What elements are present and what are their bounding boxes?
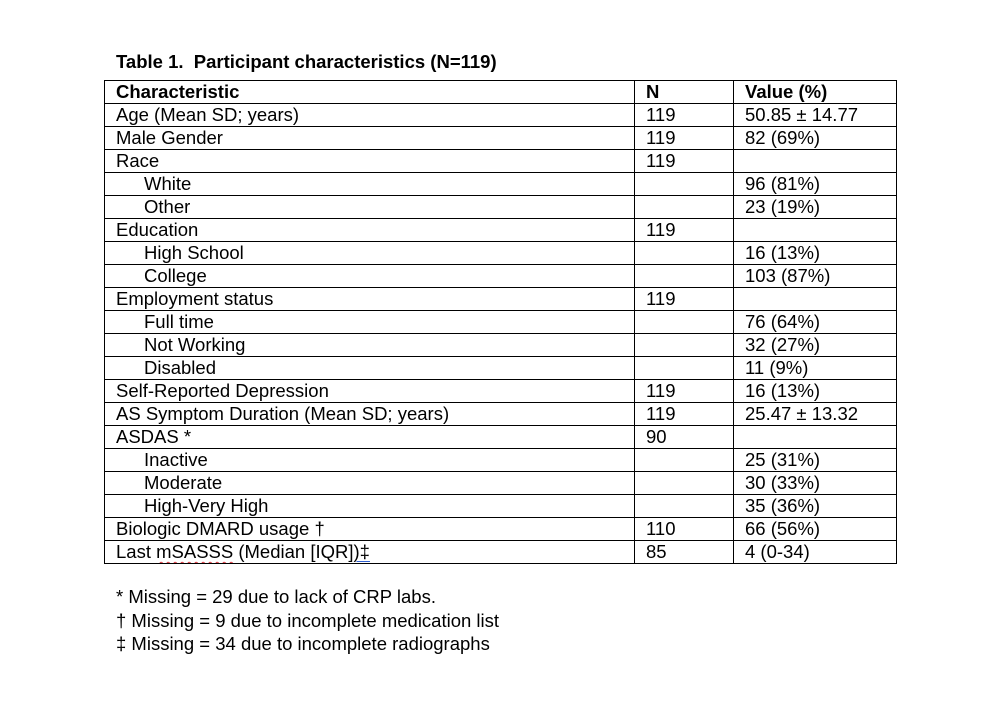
row-characteristic: Education [105, 219, 635, 242]
table-row [105, 495, 897, 518]
row-n: 119 [635, 127, 734, 150]
row-value: 103 (87%) [734, 265, 897, 288]
row-value: 25.47 ± 13.32 [734, 403, 897, 426]
row-n [635, 265, 734, 288]
footnote-double-dagger: ‡ Missing = 34 due to incomplete radiographs [116, 633, 490, 654]
row-value: 32 (27%) [734, 334, 897, 357]
row-n [635, 495, 734, 518]
table-row [105, 449, 897, 472]
table-row [105, 104, 897, 127]
row-characteristic [105, 541, 635, 564]
grammar-flagged-text[interactable]: ])‡ [348, 541, 370, 562]
table-row [105, 127, 897, 150]
row-n: 119 [635, 403, 734, 426]
row-value [734, 426, 897, 449]
row-value [734, 150, 897, 173]
row-n: 119 [635, 380, 734, 403]
row-value: 16 (13%) [734, 380, 897, 403]
table-row [105, 380, 897, 403]
row-value: 30 (33%) [734, 472, 897, 495]
table-row [105, 472, 897, 495]
header-n: N [635, 81, 734, 104]
row-characteristic: Self-Reported Depression [105, 380, 635, 403]
row-value: 11 (9%) [734, 357, 897, 380]
row-characteristic: White [105, 173, 635, 196]
row-value: 23 (19%) [734, 196, 897, 219]
table-row [105, 173, 897, 196]
table-row [105, 403, 897, 426]
table-row [105, 196, 897, 219]
row-characteristic: Disabled [105, 357, 635, 380]
row-value: 35 (36%) [734, 495, 897, 518]
row-characteristic: College [105, 265, 635, 288]
row-characteristic: Other [105, 196, 635, 219]
row-value: 96 (81%) [734, 173, 897, 196]
row-characteristic: High School [105, 242, 635, 265]
row-characteristic: Employment status [105, 288, 635, 311]
row-value: 76 (64%) [734, 311, 897, 334]
table-row [105, 541, 897, 564]
row-n [635, 334, 734, 357]
table-row [105, 311, 897, 334]
row-n [635, 196, 734, 219]
row-n: 119 [635, 288, 734, 311]
header-value: Value (%) [734, 81, 897, 104]
participant-characteristics-table [104, 80, 897, 564]
row-n [635, 449, 734, 472]
table-row [105, 242, 897, 265]
table-row [105, 265, 897, 288]
spellcheck-flagged-word[interactable]: mSASSS [156, 541, 234, 562]
row-value: 50.85 ± 14.77 [734, 104, 897, 127]
last-row-middle: (Median [IQR [233, 541, 349, 562]
row-characteristic: Inactive [105, 449, 635, 472]
table-row [105, 357, 897, 380]
footnote-dagger: † Missing = 9 due to incomplete medication list [116, 609, 500, 631]
row-characteristic: Race [105, 150, 635, 173]
row-n: 85 [635, 541, 734, 564]
row-characteristic: AS Symptom Duration (Mean SD; years) [105, 403, 635, 426]
row-n [635, 472, 734, 495]
row-characteristic: ASDAS * [105, 426, 635, 449]
row-characteristic: Biologic DMARD usage † [105, 518, 635, 541]
row-characteristic: High-Very High [105, 495, 635, 518]
table-footnotes [116, 585, 499, 656]
row-characteristic: Age (Mean SD; years) [105, 104, 635, 127]
row-value: 4 (0-34) [734, 541, 897, 564]
table-row [105, 150, 897, 173]
row-n [635, 357, 734, 380]
row-n [635, 311, 734, 334]
table-row [105, 219, 897, 242]
row-value [734, 219, 897, 242]
row-n: 119 [635, 150, 734, 173]
row-n: 119 [635, 219, 734, 242]
row-n: 119 [635, 104, 734, 127]
row-characteristic: Full time [105, 311, 635, 334]
table-row [105, 426, 897, 449]
row-n [635, 242, 734, 265]
row-n [635, 173, 734, 196]
row-value: 82 (69%) [734, 127, 897, 150]
table-row [105, 518, 897, 541]
footnote-asterisk: * Missing = 29 due to lack of CRP labs. [116, 586, 436, 607]
header-characteristic: Characteristic [105, 81, 635, 104]
table-row [105, 288, 897, 311]
row-characteristic: Moderate [105, 472, 635, 495]
row-n: 90 [635, 426, 734, 449]
row-value [734, 288, 897, 311]
row-value: 25 (31%) [734, 449, 897, 472]
row-value: 66 (56%) [734, 518, 897, 541]
table-row [105, 334, 897, 357]
row-n: 110 [635, 518, 734, 541]
row-value: 16 (13%) [734, 242, 897, 265]
table-header-row [105, 81, 897, 104]
last-row-prefix: Last [116, 541, 157, 562]
row-characteristic: Male Gender [105, 127, 635, 150]
table-caption: Table 1. Participant characteristics (N=119) [116, 51, 497, 72]
row-characteristic: Not Working [105, 334, 635, 357]
